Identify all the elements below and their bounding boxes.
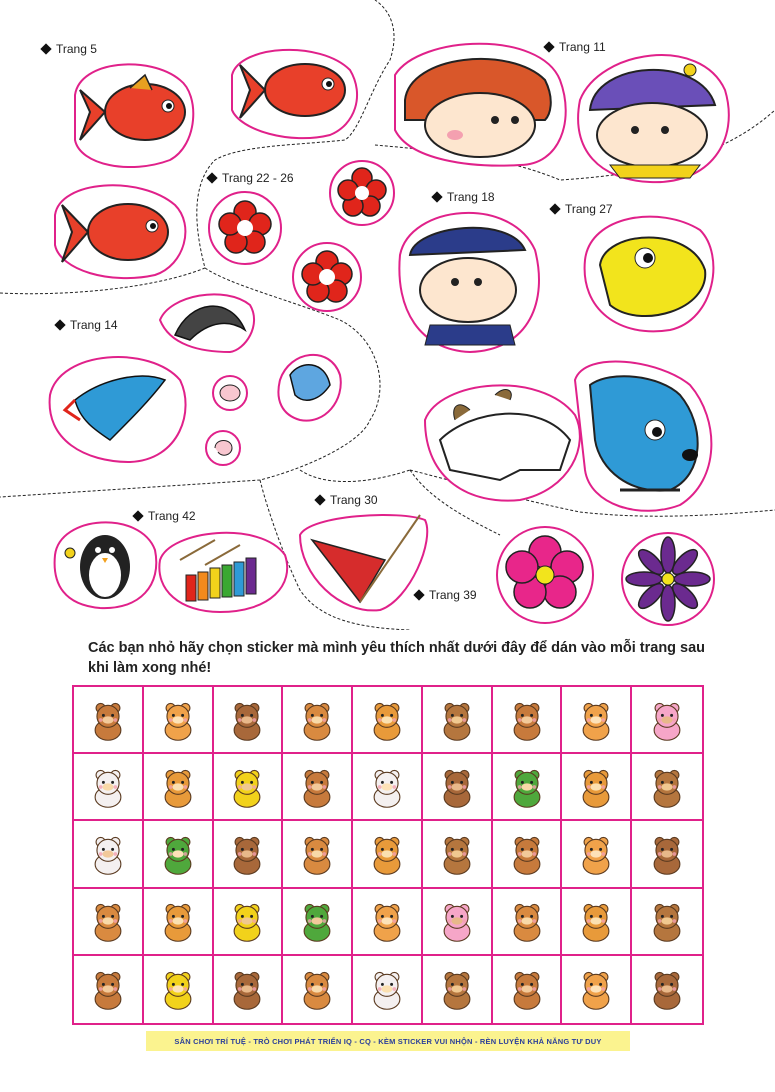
- cat-angel-icon: [644, 831, 690, 877]
- label-text: Trang 39: [429, 588, 477, 602]
- sticker-cell[interactable]: [74, 687, 144, 754]
- diamond-icon: [549, 203, 560, 214]
- duck-basket-icon: [155, 966, 201, 1012]
- fish-sticker-1[interactable]: [75, 64, 193, 167]
- cat-cup-icon: [364, 697, 410, 743]
- bear-book-icon: [434, 764, 480, 810]
- unicorn-bag-icon: [364, 966, 410, 1012]
- diamond-icon: [314, 494, 325, 505]
- sticker-cell[interactable]: [214, 754, 284, 821]
- blue-fin-sticker[interactable]: [278, 355, 340, 421]
- police-boy-sticker[interactable]: [399, 213, 539, 352]
- blue-wing-sticker[interactable]: [50, 357, 186, 462]
- blue-dog-sticker[interactable]: [575, 361, 711, 510]
- fox-telescope-icon: [434, 831, 480, 877]
- pink-flower-sticker[interactable]: [497, 527, 593, 623]
- label-trang-11: [545, 40, 606, 54]
- sticker-cell[interactable]: [283, 687, 353, 754]
- cat-hat-icon: [364, 831, 410, 877]
- sticker-cell[interactable]: [74, 821, 144, 888]
- fish-sticker-3[interactable]: [55, 185, 185, 278]
- label-trang-22-26: [208, 171, 294, 185]
- sticker-cell[interactable]: [144, 956, 214, 1023]
- sticker-cell[interactable]: [493, 956, 563, 1023]
- sticker-cell[interactable]: [144, 754, 214, 821]
- sticker-cell[interactable]: [214, 821, 284, 888]
- bear-balloon-icon: [644, 966, 690, 1012]
- label-trang-42: [134, 509, 196, 523]
- sticker-cell[interactable]: [214, 687, 284, 754]
- sticker-cell[interactable]: [283, 956, 353, 1023]
- label-text: Trang 5: [56, 42, 97, 56]
- cat-hat-icon: [504, 966, 550, 1012]
- flower-sticker-1[interactable]: [330, 161, 394, 225]
- sticker-cell[interactable]: [423, 754, 493, 821]
- bunny-icon: [364, 764, 410, 810]
- diamond-icon: [543, 41, 554, 52]
- sticker-cell[interactable]: [493, 754, 563, 821]
- label-trang-18: [433, 190, 495, 204]
- diamond-icon: [431, 191, 442, 202]
- xylophone-sticker[interactable]: [159, 533, 287, 612]
- penguin-sticker[interactable]: [55, 522, 157, 608]
- fish-sticker-2[interactable]: [232, 50, 357, 138]
- sticker-cell[interactable]: [632, 889, 702, 956]
- sticker-cell[interactable]: [493, 889, 563, 956]
- turtle-plant-icon: [294, 898, 340, 944]
- ear-sticker[interactable]: [206, 431, 240, 465]
- label-text: Trang 30: [330, 493, 378, 507]
- sticker-cell[interactable]: [144, 889, 214, 956]
- sticker-cell[interactable]: [214, 956, 284, 1023]
- fox-bowl-icon: [85, 898, 131, 944]
- fox-moon-icon: [504, 831, 550, 877]
- sticker-cell[interactable]: [632, 956, 702, 1023]
- sticker-cell[interactable]: [353, 889, 423, 956]
- sticker-cell[interactable]: [632, 821, 702, 888]
- sticker-cell[interactable]: [144, 821, 214, 888]
- cat-gift-icon: [573, 966, 619, 1012]
- sticker-cell[interactable]: [74, 754, 144, 821]
- label-trang-14: [56, 318, 118, 332]
- turtle-icon: [504, 764, 550, 810]
- sticker-cell[interactable]: [423, 956, 493, 1023]
- bear-lying-icon: [224, 697, 270, 743]
- sticker-cell[interactable]: [283, 889, 353, 956]
- sticker-cell[interactable]: [423, 821, 493, 888]
- diamond-icon: [132, 510, 143, 521]
- axolotl-icon: [644, 697, 690, 743]
- diamond-icon: [413, 589, 424, 600]
- sticker-cell[interactable]: [493, 687, 563, 754]
- sticker-cell[interactable]: [632, 687, 702, 754]
- fox-wave-icon: [364, 898, 410, 944]
- label-text: Trang 18: [447, 190, 495, 204]
- flower-sticker-3[interactable]: [293, 243, 361, 311]
- bear-icon: [504, 898, 550, 944]
- label-text: Trang 42: [148, 509, 196, 523]
- sticker-cell[interactable]: [493, 821, 563, 888]
- label-trang-30: [316, 493, 378, 507]
- sticker-cell[interactable]: [423, 889, 493, 956]
- sticker-cell[interactable]: [562, 754, 632, 821]
- cat-apples-icon: [224, 831, 270, 877]
- cupcake-icon: [434, 898, 480, 944]
- bear-icon: [573, 764, 619, 810]
- label-trang-39: [415, 588, 477, 602]
- bear-boat-icon: [573, 697, 619, 743]
- yellow-chick-sticker[interactable]: [585, 217, 714, 332]
- sticker-cell[interactable]: [562, 821, 632, 888]
- sticker-cell[interactable]: [214, 889, 284, 956]
- sloth-icon: [434, 697, 480, 743]
- duck-jar-icon: [224, 898, 270, 944]
- bear-lying-icon: [224, 966, 270, 1012]
- label-trang-27: [551, 202, 613, 216]
- bear-plane-icon: [644, 764, 690, 810]
- sticker-cell[interactable]: [283, 754, 353, 821]
- fox-trophy-icon: [434, 966, 480, 1012]
- flower-sticker-2[interactable]: [209, 192, 281, 264]
- label-trang-5: [42, 42, 97, 56]
- sticker-cell[interactable]: [562, 889, 632, 956]
- diamond-icon: [40, 43, 51, 54]
- pig-nose-sticker[interactable]: [213, 376, 247, 410]
- sticker-cell[interactable]: [353, 821, 423, 888]
- fox-megaphone-icon: [504, 697, 550, 743]
- bear-icon: [85, 697, 131, 743]
- sticker-grid: [72, 685, 704, 1025]
- bunny-watering-icon: [85, 831, 131, 877]
- label-text: Trang 27: [565, 202, 613, 216]
- boy-face-sticker[interactable]: [578, 55, 729, 182]
- sticker-cell[interactable]: [353, 754, 423, 821]
- fox-laptop-icon: [294, 764, 340, 810]
- sticker-cell[interactable]: [353, 687, 423, 754]
- diamond-icon: [206, 172, 217, 183]
- monkey-icon: [294, 697, 340, 743]
- cat-moon-icon: [294, 831, 340, 877]
- footer-banner: SÂN CHƠI TRÍ TUỆ - TRÒ CHƠI PHÁT TRIỂN IQ - CQ - KÈM STICKER VUI NHỘN - RÈN LUYỆN KHẢ NĂNG TƯ DUY: [146, 1031, 630, 1051]
- fox-clock-icon: [155, 764, 201, 810]
- sticker-cell[interactable]: [74, 956, 144, 1023]
- goat-sticker[interactable]: [425, 385, 580, 500]
- sticker-cell[interactable]: [423, 687, 493, 754]
- turtle-icon: [155, 831, 201, 877]
- label-text: Trang 11: [559, 40, 606, 54]
- label-text: Trang 14: [70, 318, 118, 332]
- bear-hat-icon: [294, 966, 340, 1012]
- hair-tuft-sticker[interactable]: [160, 294, 254, 352]
- cat-popcorn-icon: [155, 697, 201, 743]
- bear-gift-icon: [644, 898, 690, 944]
- duck-guitar-icon: [224, 764, 270, 810]
- instruction-text: Các bạn nhỏ hãy chọn sticker mà mình yêu thích nhất dưới đây để dán vào mỗi trang sau khi làm xong nhé!: [88, 640, 706, 676]
- sticker-cell[interactable]: [353, 956, 423, 1023]
- sticker-cell[interactable]: [144, 687, 214, 754]
- unicorn-icon: [85, 764, 131, 810]
- cat-plant-icon: [155, 898, 201, 944]
- purple-flower-sticker[interactable]: [622, 533, 714, 625]
- girl-face-sticker[interactable]: [395, 44, 566, 166]
- sticker-cell[interactable]: [632, 754, 702, 821]
- diamond-icon: [54, 319, 65, 330]
- triangle-sticker[interactable]: [300, 515, 427, 610]
- sticker-cell[interactable]: [283, 821, 353, 888]
- sticker-cell[interactable]: [562, 956, 632, 1023]
- sticker-cell[interactable]: [74, 889, 144, 956]
- sticker-cell[interactable]: [562, 687, 632, 754]
- bear-icon: [85, 966, 131, 1012]
- fox-teacup-icon: [573, 898, 619, 944]
- bear-cake-icon: [573, 831, 619, 877]
- label-text: Trang 22 - 26: [222, 171, 294, 185]
